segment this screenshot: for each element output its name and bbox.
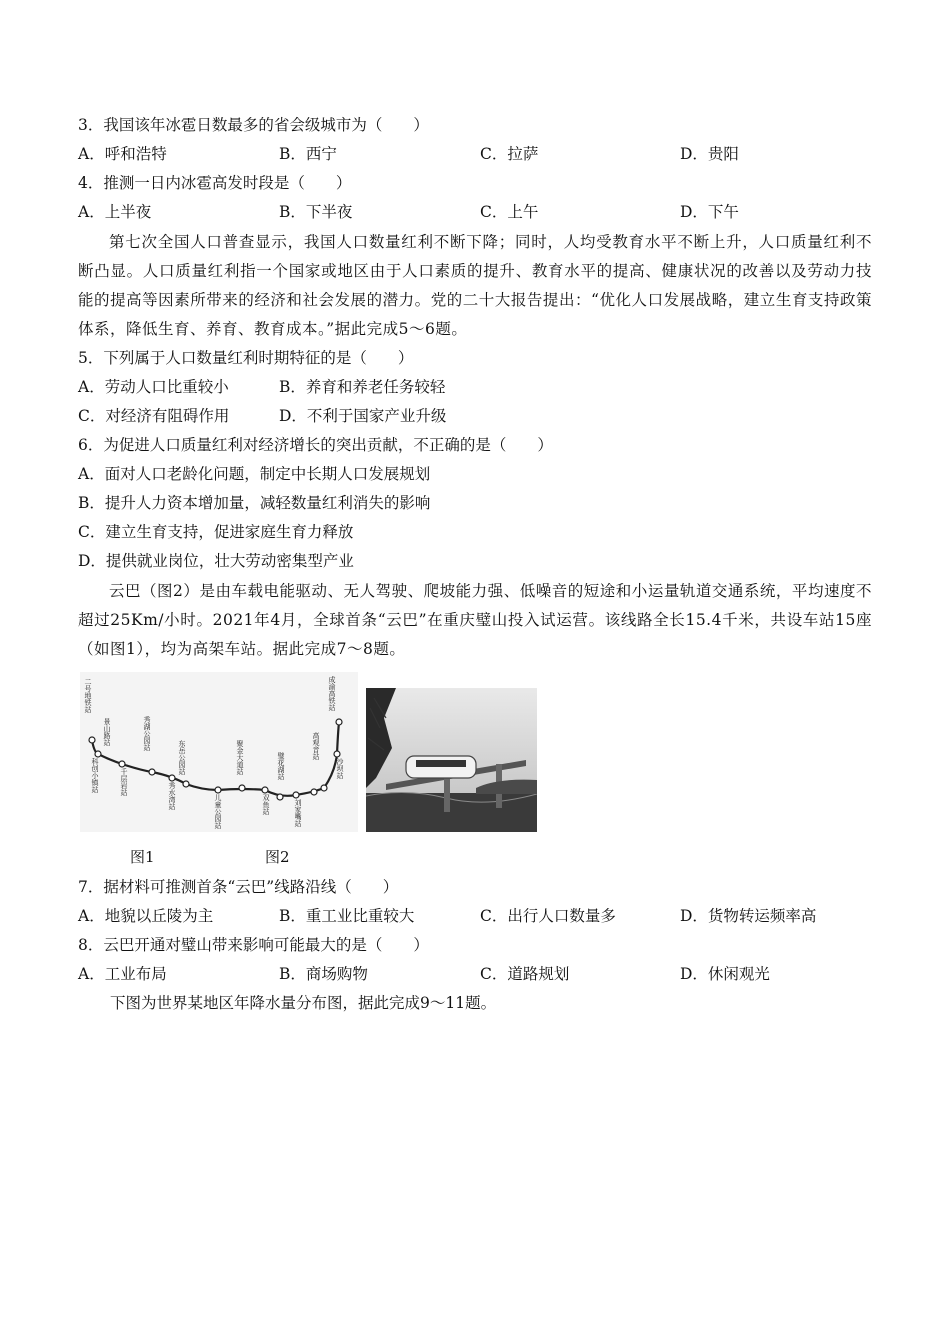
intro-questions-9-11: 下图为世界某地区年降水量分布图，据此完成9～11题。: [110, 994, 497, 1012]
q6-option-a: A．面对人口老龄化问题，制定中长期人口发展规划: [78, 465, 431, 483]
q8-option-c: C．道路规划: [480, 965, 570, 983]
question-8-stem: 8．云巴开通对璧山带来影响可能最大的是（ ）: [78, 936, 429, 954]
q5-option-b: B．养育和养老任务较轻: [279, 378, 446, 396]
station-label: 秀湖公园站: [143, 716, 151, 751]
station-dot: [183, 781, 189, 787]
q6-option-d: D．提供就业岗位，壮大劳动密集型产业: [78, 552, 354, 570]
station-dot: [215, 787, 221, 793]
figure-2-caption: 图2: [265, 848, 290, 866]
question-7-stem: 7．据材料可推测首条“云巴”线路沿线（ ）: [78, 878, 399, 896]
q7-option-a: A．地貌以丘陵为主: [78, 907, 214, 925]
q4-option-b: B．下半夜: [279, 203, 353, 221]
station-label: 高观音站: [312, 732, 320, 760]
q3-option-d: D．贵阳: [680, 145, 739, 163]
station-dot: [293, 792, 299, 798]
station-label: 聚金大道站: [236, 740, 244, 775]
question-6-stem: 6．为促进人口质量红利对经济增长的突出贡献，不正确的是（ ）: [78, 436, 553, 454]
q3-option-a: A．呼和浩特: [78, 145, 167, 163]
station-dot: [334, 751, 340, 757]
station-label: 科创小镇站: [91, 758, 99, 793]
q5-option-a: A．劳动人口比重较小: [78, 378, 229, 396]
q8-option-a: A．工业布局: [78, 965, 167, 983]
q6-option-b: B．提升人力资本增加量，减轻数量红利消失的影响: [78, 494, 431, 512]
station-label: 秀水湾站: [168, 782, 176, 810]
figure-2-yunba-photo: [366, 688, 537, 832]
station-label: 二号地铁站: [84, 678, 92, 713]
station-dot: [169, 775, 175, 781]
station-label: 璧花湖站: [277, 752, 285, 780]
q7-option-c: C．出行人口数量多: [480, 907, 616, 925]
q8-option-b: B．商场购物: [279, 965, 368, 983]
station-label: 千层岩站: [120, 768, 128, 796]
q5-option-d: D．不利于国家产业升级: [279, 407, 447, 425]
q4-option-a: A．上半夜: [78, 203, 152, 221]
question-4-stem: 4．推测一日内冰雹高发时段是（ ）: [78, 174, 352, 192]
passage-population: 第七次全国人口普查显示，我国人口数量红利不断下降；同时，人均受教育水平不断上升，人口质量红利不断凸显。人口质量红利指一个国家或地区由于人口素质的提升、教育水平的提高、健康状况的改善以及劳动力技能的提高等因素所带来的经济和社会发展的潜力。党的二十大报告提出：“优化人口发展战略，建立生育支持政策体系，降低生育、养育、教育成本。”据此完成5～6题。: [78, 233, 872, 338]
station-dot: [336, 719, 342, 725]
q5-option-c: C．对经济有阻碍作用: [78, 407, 230, 425]
q3-option-c: C．拉萨: [480, 145, 539, 163]
passage-yunba: 云巴（图2）是由车载电能驱动、无人驾驶、爬坡能力强、低噪音的短途和小运量轨道交通系统，平均速度不超过25Km/小时。2021年4月，全球首条“云巴”在重庆璧山投入试运营。该线路全长15.4千米，共设车站15座（如图1），均为高架车站。据此完成7～8题。: [78, 582, 872, 658]
station-dot: [95, 751, 101, 757]
station-label: 成渝高铁站: [328, 676, 336, 711]
q8-option-d: D．休闲观光: [680, 965, 770, 983]
station-dot: [277, 794, 283, 800]
q4-option-d: D．下午: [680, 203, 739, 221]
station-label: 沙坝站: [336, 758, 344, 779]
station-dot: [149, 769, 155, 775]
figure-1-route-map: [80, 672, 358, 832]
station-dot: [239, 785, 245, 791]
station-label: 儿童公园站: [214, 794, 222, 829]
q7-option-d: D．货物转运频率高: [680, 907, 817, 925]
q3-option-b: B．西宁: [279, 145, 337, 163]
question-5-stem: 5．下列属于人口数量红利时期特征的是（ ）: [78, 349, 414, 367]
station-label: 刘家嘴站: [294, 799, 302, 827]
station-label: 双鱼站: [262, 794, 270, 815]
q6-option-c: C．建立生育支持，促进家庭生育力释放: [78, 523, 354, 541]
station-dot: [311, 789, 317, 795]
station-label: 东岳公园站: [178, 740, 186, 775]
figure-1-caption: 图1: [130, 848, 155, 866]
station-dot: [89, 737, 95, 743]
station-dot: [262, 787, 268, 793]
station-dot: [321, 785, 327, 791]
station-dot: [119, 761, 125, 767]
question-3-stem: 3．我国该年冰雹日数最多的省会级城市为（ ）: [78, 116, 429, 134]
q4-option-c: C．上午: [480, 203, 539, 221]
station-label: 景山路站: [103, 718, 111, 746]
q7-option-b: B．重工业比重较大: [279, 907, 415, 925]
